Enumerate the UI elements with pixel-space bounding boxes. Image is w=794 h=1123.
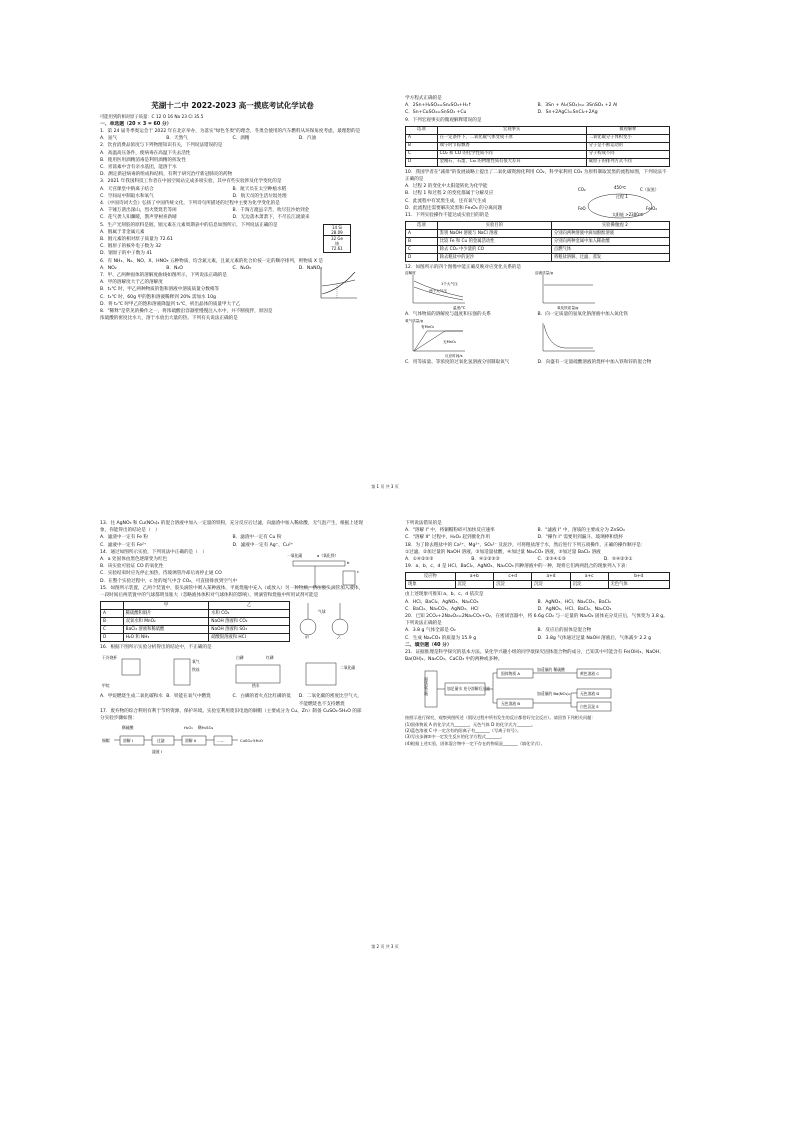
- q19-option-b: B．AgNO₃、HCl、Na₂CO₃、BaCl₂: [537, 599, 611, 605]
- table-cell: B: [406, 142, 438, 150]
- table-cell: 端午时节粽飘香: [437, 142, 586, 150]
- table-cell: B: [101, 618, 124, 626]
- cont-option-b: B．3Sn + Al₂(SO₄)₃= 3SnSO₄ +2 Al: [537, 103, 618, 109]
- fig-fe3o4-label: Fe₃O₄: [646, 205, 657, 211]
- q9-table: [405, 126, 670, 167]
- table-cell: 鉴别 NaOH 溶液与 NaCl 溶液: [437, 230, 551, 238]
- question-16: 16．根据下图所示实验分析得出的结论中，不正确的是: [100, 645, 212, 651]
- q12-graph-b: [535, 271, 665, 311]
- graph-c-label-no-mno2: 无MnO₂: [443, 339, 457, 344]
- water-step-label: 加足量水 充分溶解后过滤: [447, 686, 490, 692]
- flow-dilute-acid-label: 稀H₂SO₄: [198, 725, 214, 731]
- table-cell: 比较 Fe 和 Cu 的金属活动性: [437, 238, 551, 246]
- table-cell: C: [406, 246, 438, 254]
- table-row: [406, 254, 670, 262]
- q21-sub-2: (2)蓝色溶液 C 中一定含有的阳离子有_______（写离子符号）。: [405, 728, 522, 734]
- q16-experiments-figure: [100, 653, 365, 691]
- exam-title: 芜湖十二中 2022-2023 高一摸底考试化学试卷: [151, 101, 314, 110]
- table-cell: 在一定条件下，二氧化碳气体变成干冰: [437, 134, 586, 142]
- graph-c-xlabel: 反应时间/s: [445, 353, 463, 358]
- table-header-cell: 宏观事实: [437, 126, 586, 134]
- question-12: 12．如图所示的四个图像中能正确反映对应变化关系的是: [405, 265, 522, 271]
- fig-temp-label: 450℃: [614, 184, 627, 190]
- q20-option-a: A．3.8 g 气体全部是 O₂: [405, 628, 456, 634]
- limewater-bottle: [343, 571, 355, 585]
- q13-option-c: C．滤液中一定有 Fe²⁺: [100, 542, 147, 548]
- fig-feo-label: FeO: [578, 205, 586, 211]
- q21-flow-figure: [405, 665, 670, 713]
- q16-option-c: C．白磷的着火点比红磷的低: [232, 694, 291, 700]
- graph-a-label-1atm: 1个大气压: [441, 282, 458, 287]
- table-cell: A: [101, 610, 124, 618]
- q12-graphs-bottom: [405, 319, 670, 359]
- fig-co2-label: CO₂: [578, 186, 586, 192]
- q18-option-a: A．①④②⑤③: [405, 557, 434, 563]
- page-footer-2: 第 2 页 共 3 页: [371, 944, 399, 949]
- q18-option-b: B．④①②⑤③: [471, 557, 500, 563]
- table-cell: D: [406, 254, 438, 262]
- table-header-cell: 反应物: [406, 573, 456, 581]
- cont2-option-c: C．"溶解 II" 过程中，H₂O₂ 起到催化作用: [405, 535, 490, 541]
- q4-option-c: C．花气袭人知骤暖，鹊声穿树喜新晴: [100, 215, 177, 221]
- q7-option-a: A．甲的溶解度大于乙的溶解度: [100, 280, 163, 286]
- cont2-option-d: D．"操作 I" 需要用到漏斗、玻璃棒和烧杯: [537, 535, 624, 541]
- q10-option-c: C．此流程中有炭黑生成，还有氧气生成: [405, 198, 487, 204]
- barium-step-label: 加适量的 Ba(NO₃)₂: [537, 691, 571, 697]
- table-cell: 无色气体: [608, 581, 670, 589]
- q3-option-d: D．航天员的生活垃圾处理: [232, 193, 287, 199]
- question-2: 2．饮食消费品浓度与下列物理知识有关，下列说法错误的是: [100, 143, 223, 149]
- q13-option-b: B．滤渣中一定有 Cu 粉: [232, 535, 282, 541]
- table-header-cell: 甲: [123, 602, 209, 610]
- fig-methane-label: 甲烷: [102, 683, 110, 689]
- question-5-block: [100, 222, 365, 258]
- table-row: [406, 581, 670, 589]
- element-info-card: [323, 224, 351, 253]
- curve-jia: [322, 272, 355, 294]
- table-header-cell: 实验操作: [551, 222, 669, 230]
- table-row: [406, 158, 670, 166]
- q6-option-b: B．N₂O: [166, 265, 183, 271]
- solution-d-label: 无色溶液 D: [580, 691, 600, 697]
- q6-option-d: D．NaNO₃: [298, 265, 323, 271]
- q21-sub-1: (1)固体物质 A 的化学式为_______，无色气体 D 的化学式为_______。: [405, 721, 536, 727]
- q20-option-c: C．生成 Na₂CO₃ 的质量为 15.9 g: [405, 635, 477, 641]
- co-reduction-apparatus-figure: [283, 551, 363, 591]
- q12-option-d: D．向盛有一定量硫酸溶液的烧杯中加入铁和锌的混合物: [537, 359, 652, 365]
- fig-a-label: a（氧化铁）: [317, 552, 339, 558]
- exam-page-1: [100, 95, 670, 490]
- q16-options: [100, 693, 365, 707]
- table-cell: 金刚石、石墨、C₆₀ 的物理性质有很大差异: [437, 158, 586, 166]
- table-cell: 沉淀: [532, 581, 571, 589]
- question-3: 3．2021 年我国科技工作者在中国空间站完成多项实验，其中有些实验涉及化学变化的是: [100, 179, 282, 185]
- balloon-flasks-figure: [290, 599, 360, 639]
- q7-option-b: B．t₁℃ 时，甲乙两种物质的饱和溶液中溶质质量分数相等: [100, 287, 220, 293]
- fig-oxygen-label: 氧气: [192, 659, 200, 665]
- table-cell: 沉淀: [494, 581, 532, 589]
- table-cell: 硝酸银溶液和 HCl: [209, 634, 290, 642]
- q18-option-d: D．⑤④②③①: [603, 557, 633, 563]
- question-8: 8．"稀释"是常见的操作之一，将浓硫酸沿容器壁慢慢注入水中，并不断搅拌，原因是: [100, 309, 273, 315]
- flow-h2o2-label: H₂O₂: [184, 725, 193, 731]
- solution-b-label: 无色溶液 B: [501, 701, 520, 707]
- q3-options: [100, 186, 365, 200]
- table-row: [101, 618, 290, 626]
- q21-sub-4: (4)根据上述实验，固体混合物中一定不存在的物质是_______（填化学式）。: [405, 740, 545, 746]
- flow-acid-label: 稀硫酸: [122, 725, 134, 731]
- question-7-block: [100, 272, 365, 308]
- q20-option-d: D．3.8g 气体通过足量 NaOH 溶液后，气体减少 2.2 g: [537, 635, 652, 641]
- q13-options: [100, 534, 365, 548]
- beaker-c: [236, 665, 280, 683]
- q12-option-a: A．气体物质的溶解度与温度和压强的关系: [405, 312, 491, 318]
- table-cell: A: [406, 230, 438, 238]
- q6-option-c: C．N₂O₅: [232, 265, 252, 271]
- solid-a-label: 固体物质 A: [501, 671, 520, 677]
- fig-white-phosphorus-label: 白磷: [236, 655, 244, 661]
- table-row: [406, 134, 670, 142]
- q1-option-b: B．天然气: [166, 136, 188, 142]
- table-row: [101, 634, 290, 642]
- beaker-d: [306, 663, 336, 685]
- question-8-cont: 浓硫酸的密度比水大，溶于水放出大量的热。下列有关说法正确的是: [100, 316, 238, 322]
- q19-option-d: D．AgNO₃、HCl、BaCl₂、Na₂CO₃: [537, 606, 612, 612]
- table-cell: 双氧水和 MnO₂: [123, 618, 209, 626]
- graph-c-ylabel: 氧气质量/g: [405, 318, 423, 323]
- table-cell: 碳原子的排列方式不同: [586, 158, 669, 166]
- q14-option-c: C．实验结束时应先停止加热，待玻璃管冷却后再停止通 CO: [100, 571, 222, 577]
- fig-cold-beaker-label: 干冷烧杯: [102, 655, 118, 661]
- flow-step-4: ……: [217, 738, 225, 744]
- table-header-cell: a+b: [455, 573, 494, 581]
- q17-flow-figure: [100, 724, 365, 754]
- table-row: [406, 238, 670, 246]
- graph-a-label-2atm: 两个大气压: [429, 289, 447, 294]
- beaker-a: [122, 659, 140, 675]
- solubility-curve-figure: [315, 266, 359, 302]
- table-cell: 二氧化碳分子体积变小: [586, 134, 669, 142]
- curve-yi: [322, 280, 355, 286]
- table-row: [406, 150, 670, 158]
- carbon-cycle-figure: [576, 184, 668, 228]
- q10-option-d: D．此流程还需要解决炭黑和 Fe₃O₄ 的分离问题: [405, 205, 503, 211]
- cont-option-a: A．2Sn+H₂SO₄=Sn₂SO₄+H₂↑: [405, 103, 472, 109]
- question-7: 7．甲、乙两种固体的溶解度曲线如图所示，下列说法正确的是: [100, 273, 227, 279]
- question-1: 1．第 24 届冬季奥运会于 2022 年在北京举办，为落实"绿色冬奥"的理念，冬奥会使用的汽车燃料从环保角度考虑，最理想的是: [100, 129, 361, 134]
- table-header-cell: c+d: [494, 573, 532, 581]
- table-header-row: [101, 602, 290, 610]
- table-cell: 沉淀: [455, 581, 494, 589]
- graph-c-label-mno2: 有MnO₂: [421, 324, 435, 329]
- q18-option-c: C．②⑤④①③: [537, 557, 566, 563]
- q12-options-bottom: [405, 359, 670, 366]
- page1-right-column: [405, 95, 670, 366]
- table-cell: 分别向两种金属中加入稀盐酸: [551, 238, 669, 246]
- exam-page-2: [100, 520, 670, 950]
- fig-co2-label: 二氧化碳: [340, 665, 356, 671]
- graph-curve-d: [544, 325, 593, 348]
- fig-process1-label: 过程 1: [616, 193, 628, 199]
- q1-options: [100, 135, 365, 142]
- table-cell: D: [101, 634, 124, 642]
- question-14-block: [100, 549, 365, 585]
- graph-b-xlabel: 氧化铁质量/g: [557, 306, 579, 311]
- fig-red-phosphorus-label: 红磷: [266, 655, 274, 661]
- continued-lead: 学方程式正确的是: [405, 96, 442, 101]
- page-footer-1: 第 1 页 共 3 页: [371, 484, 399, 489]
- table-cell: 除去粗盐中的泥沙: [437, 254, 551, 262]
- q3-option-a: A．天宫课堂中钠离子结合: [100, 186, 154, 192]
- q14-option-a: A．a 处固体由黑色逐渐变为红色: [100, 557, 168, 563]
- table-header-row: [406, 126, 670, 134]
- question-5: 5．生产光刻胶的原料是铟，铟元素在元素周期表中的信息如图所示，下列说法正确的是: [100, 222, 278, 228]
- q4-option-b: B．千淘万漉虽辛苦，吹尽狂沙始到金: [232, 208, 310, 214]
- fig-process2-label: 过程 2: [616, 221, 628, 227]
- q19-lead: 由上述现象可推知 a、b、c、d 依次是: [405, 592, 484, 598]
- graph-a-xlabel: 温度/℃: [453, 306, 466, 311]
- table-cell: C: [101, 626, 124, 634]
- q2-option-a: A．高温高压条件，使病毒在高温下失去活性: [100, 150, 191, 156]
- q12-graphs-top: [405, 271, 670, 311]
- flow-step-1: 溶解 I: [123, 738, 133, 744]
- question-18: 18．为了除去粗盐中的 Ca²⁺、Mg²⁺、SO₄²⁻ 及泥沙，可将粗盐溶于水，然后进行下列五项操作，正确的操作顺序是：: [405, 542, 646, 548]
- table-row: [101, 626, 290, 634]
- q7-option-c: C．t₂℃ 时，60g 甲的饱和溶液稀释到 20% 需加水 10g: [100, 294, 216, 300]
- page2-left-column: [100, 520, 365, 756]
- q12-graph-c: [405, 319, 535, 359]
- question-13: 13．往 AgNO₃ 和 Cu(NO₃)₂ 的混合溶液中加入一定量的铁粉，充分反应后过滤，向滤渣中加入稀盐酸，无气泡产生，根据上述现象，你能得出的结论是（ ）: [100, 521, 363, 534]
- q4-option-a: A．千锤万凿出深山，烈火焚烧若等闲: [100, 208, 177, 214]
- fig-c-label: c: [357, 568, 360, 574]
- question-4: 4．《中国诗词大会》弘扬了中国传统文化，下列诗句所描述的过程中主要为化学变化的是: [100, 201, 280, 207]
- table-cell: C: [406, 150, 438, 158]
- table-cell: CO₂ 和 CO 的化学性质不同: [437, 150, 586, 158]
- q7-option-d: D．将 t₂℃ 时甲乙的饱和溶液降温到 t₁℃，析出晶体的质量甲大于乙: [100, 301, 241, 307]
- table-header-cell: 实验目的: [437, 222, 551, 230]
- element-card-si: 14 Si: [331, 224, 342, 230]
- flask-jia: [300, 619, 316, 635]
- q1-option-c: C．酒精: [232, 136, 250, 142]
- table-cell: 稀硫酸和铜片: [123, 610, 209, 618]
- table-cell: 除去 CO₂ 中少量的 CO: [437, 246, 551, 254]
- q10-option-b: B．过程 1 和过程 2 的变化都属于分解反应: [405, 191, 494, 197]
- continued-lead-2: 下列说法错误的是: [405, 521, 442, 526]
- table-header-cell: 乙: [209, 602, 290, 610]
- flow-input-label: 铜帽: [102, 738, 110, 744]
- section-heading-2: 二、填空题（40 分）: [405, 642, 452, 648]
- atomic-masses: 可能用到的相对原子质量：C 12 O 16 Na 23 Cl 35.5: [100, 115, 204, 120]
- q19-options: [405, 599, 670, 613]
- q10-option-a: A．过程 2 的变化中太阳能转化为化学能: [405, 184, 488, 190]
- precipitate-e-label: 白色沉淀 E: [580, 704, 599, 710]
- fig-hot-water-label: 热水: [252, 683, 260, 689]
- question-6: 6．有 NH₃、N₂、NO、X、HNO₃ 五种物质，均含氮元素，且氮元素的化合价按一定的顺序排列，则物质 X 是: [100, 258, 324, 264]
- table-header-cell: 选项: [406, 126, 438, 134]
- cont2-option-a: A．"溶解 I" 中，将铜帽粉碎可加快反应速率: [405, 528, 495, 534]
- table-cell: 现象: [406, 581, 456, 589]
- question-15: 15．如图所示装置，乙两个装置中，胶头滴管中吸入某种液体，平底烧瓶中充入（或放入）另一种物质，挤压胶头滴管加入液体，一段时间后两装置中的气球都明显胀大（忽略液体体积对气球体积的影响），则滴管和烧瓶中所用试剂可能是: [100, 585, 364, 599]
- flask-yi: [332, 619, 348, 635]
- table-row: [406, 142, 670, 150]
- question-19: 19．a、b、c、d 是 HCl、BaCl₂、AgNO₃、Na₂CO₃ 四种溶液中的一种，现将它们两两混合的现象列入下表：: [405, 564, 630, 570]
- table-cell: 沉淀: [570, 581, 608, 589]
- q15-table: [100, 601, 290, 642]
- table-cell: 分子是不断运动的: [586, 142, 669, 150]
- q1-option-a: A．氢气: [100, 136, 117, 142]
- fig-sun-label: 太阳能 >2300℃: [612, 211, 644, 217]
- table-header-cell: a+d: [532, 573, 571, 581]
- element-card-ge: 32 Ge: [324, 235, 350, 241]
- q5-option-d: D．铟原子的中子数为 41: [100, 251, 153, 257]
- section-heading-1: 一、单选题（20 × 3 = 60 分）: [100, 122, 172, 127]
- graph-b-ylabel: 溶液质量/g: [535, 271, 553, 276]
- table-cell: NaOH 溶液和 SO₂: [209, 626, 290, 634]
- table-header-row: [406, 573, 670, 581]
- solution-c-label: 黄色溶液 C: [580, 671, 600, 677]
- q18-steps: ①过滤，②加过量的 NaOH 溶液，③加适量盐酸，④加过量 Na₂CO₃ 溶液，⑤加过量 BaCl₂ 溶液: [405, 549, 601, 555]
- q16-option-a: A．甲烷燃烧生成二氧化碳和水: [100, 694, 163, 700]
- question-20: 20．已知 2CO₂+2Na₂O₂=2Na₂CO₃+O₂，在密闭容器中，将 6.6g CO₂ 与一定量的 Na₂O₂ 固体充分反应后，气体变为 3.8 g。下列说法正确的是: [405, 614, 668, 627]
- q21-instruction: 按照示进行探究，观察到图所述（假设过程中所有发生的反应都恰好完全反应）。请回答下列相关问题：: [405, 715, 596, 721]
- element-card-si-mass: 28.09: [331, 229, 343, 235]
- table-cell: 将粗盐溶解、过滤、蒸发: [551, 254, 669, 262]
- table-row: [406, 246, 670, 254]
- q16-option-b: B．铁能在氧气中燃烧: [166, 694, 211, 700]
- question-17: 17．废弃物的综合利用有利于节约资源、保护环境。实验室利用废旧电池的铜帽（主要成分为 Cu、Zn）制备 CuSO₄·5H₂O 的部分实验步骤如图：: [100, 708, 362, 722]
- q4-option-d: D．无边落木萧萧下，不尽长江滚滚来: [232, 215, 310, 221]
- cont2-option-b: B．"滤液 I" 中，溶质的主要成分为 ZnSO₄: [537, 528, 625, 534]
- table-row: [406, 230, 670, 238]
- q6-option-a: A．NO₂: [100, 265, 117, 271]
- continued-options: [405, 102, 670, 116]
- q2-option-b: B．使用医用酒精消毒是利用酒精的挥发性: [100, 157, 186, 163]
- q5-option-b: B．铟元素的相对原子质量为 72.61: [100, 237, 173, 243]
- element-card-ge-name: 锗: [335, 241, 339, 247]
- q20-option-b: B．反应后的固体是混合物: [537, 628, 592, 634]
- q15-block: [100, 599, 365, 644]
- table-cell: NaOH 溶液和 CO₂: [209, 618, 290, 626]
- q2-option-c: C．青蒿素中含有亲水基团，能溶于水: [100, 165, 177, 171]
- question-11: 11．下列实验操作不能达成实验目的的是: [405, 213, 489, 219]
- page2-right-column: [405, 520, 670, 747]
- table-cell: 分别向两种溶液中滴加酚酞溶液: [551, 230, 669, 238]
- q5-option-a: A．铟属于非金属元素: [100, 229, 145, 235]
- q14-option-d: D．在整个实验过程中，c 处的尾气中含 CO₂，可直接排放到空气中: [100, 578, 238, 584]
- table-cell: 分子构成不同: [586, 150, 669, 158]
- cont-option-d: D．Sn+2AgCl=SnCl₂+2Ag: [537, 110, 598, 116]
- acid-step-label: 加适量的 稀硫酸: [537, 667, 565, 673]
- q2-option-d: D．测定新冠病毒的组成和结构，有利于研究治疗新冠肺炎的药物: [100, 172, 233, 178]
- q12-option-b: B．向一定质量的氢氧化钠溶液中加入氧化铁: [537, 312, 628, 318]
- fig-balloon-label: 气球: [318, 609, 326, 615]
- flow-step-2: 过滤: [157, 738, 165, 744]
- q12-graph-a: [405, 271, 535, 311]
- table-cell: H₂O 和 NH₃: [123, 634, 209, 642]
- table-header-cell: [101, 602, 124, 610]
- question-21: 21．证据推理是科学探究的基本方法。某化学兴趣小组的同学欲探究固体混合物的成分，已知其中可能含有 Fe(OH)₃、NaOH、Ba(OH)₂、Na₂CO₃、CaCO₃ 中的两种或多种。: [405, 649, 664, 663]
- q13-option-d: D．滤液中一定有 Ag⁺、Cu²⁺: [232, 542, 294, 548]
- element-card-ge-mass: 72.61: [331, 246, 343, 252]
- table-cell: 水和 CO₂: [209, 610, 290, 618]
- q13-option-a: A．滤渣中一定有 Fe 粉: [100, 535, 149, 541]
- q19-option-c: C．BaCl₂、Na₂CO₃、AgNO₃、HCl: [405, 606, 479, 612]
- question-10: 10．我国学者在"减排"的发展战略上提出了二氧化碳资源化利用 CO₂，科学家利用 CO₂ 为原料制取炭黑的流程如图，下列说法不正确的是: [405, 169, 667, 183]
- q14-option-b: B．该实验可验证 CO 的氧化性: [100, 564, 164, 570]
- flow-step-3: 溶解 II: [185, 738, 197, 744]
- q18-options: [405, 556, 670, 563]
- table-header-cell: 微观解释: [586, 126, 669, 134]
- fig-iron-wire-label: 铁丝: [192, 667, 200, 673]
- q16-option-d: D．二氧化碳的密度比空气大，不能燃烧也不支持燃烧: [298, 694, 363, 707]
- fig-carbon-label: C（炭黑）: [640, 186, 659, 192]
- table-cell: BaCl₂ 溶液和稀硫酸: [123, 626, 209, 634]
- q3-option-b: B．航天员在太空种植水稻: [232, 186, 287, 192]
- q5-option-c: C．铟原子的核外电子数为 32: [100, 244, 162, 250]
- jar-b: [174, 659, 190, 685]
- fig-b-label: b: [347, 559, 350, 565]
- cont-option-c: C．Sn+CuSO₄=SnSO₄ +Cu: [405, 110, 467, 116]
- table-header-cell: 选项: [406, 222, 438, 230]
- q12-options-top: [405, 311, 670, 318]
- table-header-cell: a+c: [570, 573, 608, 581]
- fig-yi-label: 乙: [337, 635, 341, 640]
- q1-option-d: D．汽油: [298, 136, 317, 142]
- q20-options: [405, 627, 670, 641]
- flow-filtrate-label: 滤液 I: [152, 749, 162, 755]
- table-cell: B: [406, 238, 438, 246]
- table-cell: A: [406, 134, 438, 142]
- q4-options: [100, 207, 365, 221]
- table-cell: D: [406, 158, 438, 166]
- fig-gas-label: 一氧化碳: [287, 552, 303, 558]
- question-9: 9．下列宏观事实的微观解释错误的是: [405, 117, 482, 123]
- fig-jia-label: 甲: [305, 635, 309, 640]
- continued-options-2: [405, 527, 670, 541]
- table-row: [101, 610, 290, 618]
- q19-table: [405, 572, 670, 589]
- q12-graph-d: [535, 319, 665, 359]
- table-cell: 点燃气体: [551, 246, 669, 254]
- q19-option-a: A．HCl、BaCl₂、AgNO₃、Na₂CO₃: [405, 599, 479, 605]
- flow-output-label: CuSO₄·5H₂O: [240, 738, 263, 744]
- q3-option-c: C．空间站中制取水和氧气: [100, 193, 154, 199]
- q21-sub-3: (3)写出步骤②中一定发生反应的化学方程式_______。: [405, 734, 505, 740]
- q12-option-c: C．用等质量、等浓度的过氧化氢溶液分别制取氧气: [405, 359, 510, 365]
- reaction-tube: [293, 561, 345, 566]
- graph-a-ylabel: 溶解度: [405, 271, 416, 276]
- table-header-cell: b+d: [608, 573, 670, 581]
- page1-left-column: [100, 95, 365, 322]
- question-14: 14．通过如图所示实验，下列说法中正确的是（ ）: [100, 549, 207, 555]
- mixture-label: 固体混合物: [424, 677, 430, 697]
